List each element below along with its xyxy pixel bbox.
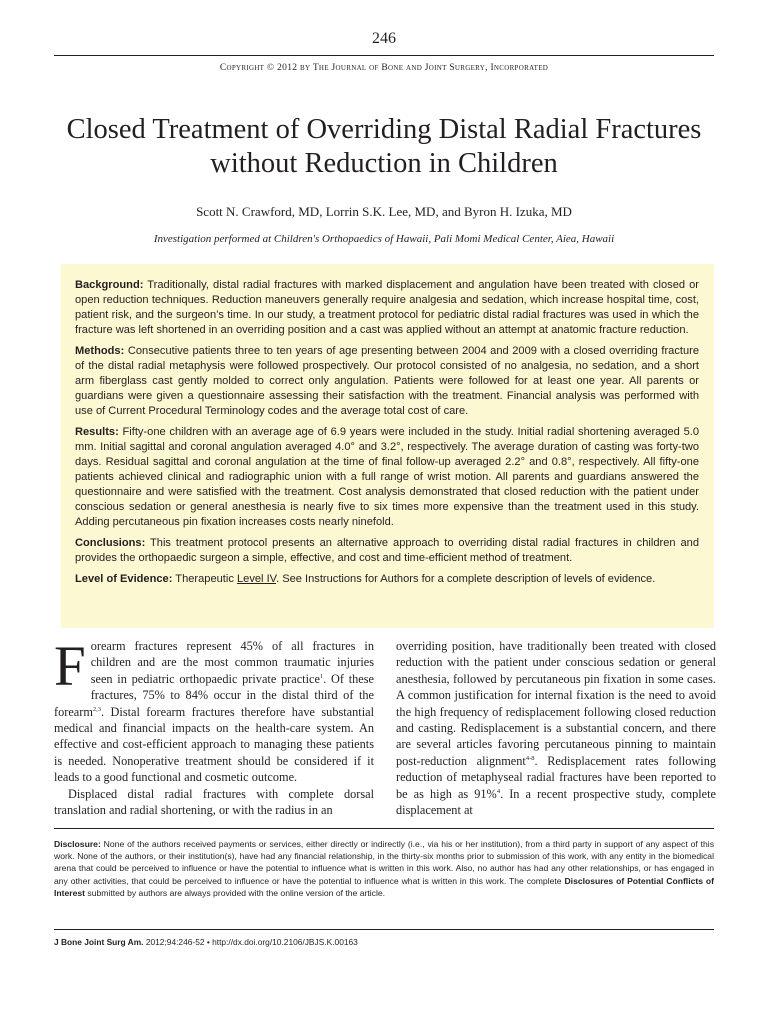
disclosure-heading: Disclosure: xyxy=(54,839,101,849)
body-text: . In a recent prospective study, complete displacement at xyxy=(396,786,716,818)
footer-rule xyxy=(54,929,714,930)
disclosures-link[interactable]: Disclosures of Potential Conflicts of Interest xyxy=(54,875,715,898)
article-title: Closed Treatment of Overriding Distal Radial Fractures without Reduction in Children xyxy=(66,114,702,179)
abstract-results xyxy=(75,425,699,530)
results-heading: Results: xyxy=(75,426,119,438)
body-text: . Distal forearm fractures therefore have substantial medical and financial impacts on the health-care system. An effective and cost-efficient approach to managing these patients is needed. Nonoperative treatment should be considered if it leads to a good functional and cosmetic outcome. xyxy=(54,704,374,785)
background-text: Traditionally, distal radial fractures with marked displacement and angulation have been treated with closed or open reduction techniques. Reduction maneuvers generally require analgesia and sedation, which increase hospital time, cost, patient risk, and the surgeon’s time. In our study, a treatment protocol for pediatric distal radial fractures was used in which the fracture was left shortened in an overriding position and a cast was applied without an attempt at anatomic fracture reduction. xyxy=(75,279,699,336)
disclosure-tail: submitted by authors are always provided with the online version of the article. xyxy=(85,887,386,898)
reference-superscript[interactable]: 4 xyxy=(496,787,501,795)
disclosure-note xyxy=(54,838,714,899)
abstract-level-of-evidence xyxy=(75,572,699,587)
level-iv-link[interactable]: Level IV xyxy=(236,573,277,585)
background-heading: Background: xyxy=(75,279,144,291)
abstract-conclusions xyxy=(75,536,699,566)
body-text: orearm fractures represent 45% of all fractures in children and are the most common traumatic injuries seen in pediatric orthopaedic private practice xyxy=(90,639,374,686)
disclosure-text: None of the authors received payments or services, either directly or indirectly (i.e., via his or her institution), from a third party in support of any aspect of this work. None of the authors, or their institution(s), have had any financial relationship, in the thirty-six months prior to submission of this work, with any entity in the biomedical arena that could be perceived to influence or have the potential to influence what is written in this work. Also, no author has had any other relationships, or has engaged in any other activities, that could be perceived to influence or have the potential to influence what is written in this work. The complete xyxy=(54,839,714,886)
body-text: . Redisplacement rates following reduction of metaphyseal radial fractures have been reported to be as high as 91% xyxy=(396,753,716,801)
reference-superscript[interactable]: 4-8 xyxy=(525,754,535,762)
body-column-right xyxy=(396,638,716,818)
body-paragraph-3 xyxy=(396,638,716,818)
copyright-text: Copyright © 2012 by The Journal of Bone and Joint Surgery, Incorporated xyxy=(219,63,549,73)
conclusions-heading: Conclusions: xyxy=(75,537,146,549)
methods-heading: Methods: xyxy=(75,345,125,357)
body-text: . Of these fractures, 75% to 84% occur in the distal third of the forearm xyxy=(54,671,374,719)
disclosure-rule xyxy=(54,828,714,829)
body-text: overriding position, have traditionally been treated with closed reduction with the patient under conscious sedation or general anesthesia, followed by percutaneous pin fixation in some cases. A common justification for internal fixation is the need to avoid the high frequency of redisplacement following closed reduction and casting. Redisplacement is a substantial concern, and there are several articles favoring percutaneous pinning to maintain post-reduction alignment xyxy=(396,639,716,768)
methods-text: Consecutive patients three to ten years of age presenting between 2004 and 2009 with a closed overriding fracture of the distal radial metaphysis were followed prospectively. Our protocol consisted of no analgesia, no sedation, and a short arm fiberglass cast gently molded to correct only angulation. Patients were followed for at least one year. All parents or guardians were given a questionnaire assessing their satisfaction with the treatment. Financial analysis was performed with use of Current Procedural Terminology codes and the average total cost of care. xyxy=(75,345,699,417)
body-paragraph-1 xyxy=(54,635,374,786)
citation-doi[interactable]: 2012;94:246-52 • http://dx.doi.org/10.2106/JBJS.K.00163 xyxy=(143,937,358,947)
copyright-line xyxy=(0,63,768,73)
abstract-background xyxy=(75,278,699,338)
conclusions-text: This treatment protocol presents an alternative approach to overriding distal radial fractures in children and provides the orthopaedic surgeon a simple, effective, and cost and time-efficient method of treatment. xyxy=(75,537,699,564)
level-pre-text: Therapeutic xyxy=(172,573,237,585)
author-list: Scott N. Crawford, MD, Lorrin S.K. Lee, MD, and Byron H. Izuka, MD xyxy=(196,204,572,219)
page-footer xyxy=(54,937,714,947)
journal-abbrev: J Bone Joint Surg Am. xyxy=(54,937,144,947)
level-heading: Level of Evidence: xyxy=(75,573,173,585)
level-post-text: . See Instructions for Authors for a complete description of levels of evidence. xyxy=(276,573,656,585)
reference-superscript[interactable]: 1 xyxy=(319,672,324,680)
drop-cap: F xyxy=(54,635,86,698)
abstract-methods xyxy=(75,344,699,419)
reference-superscript[interactable]: 2,3 xyxy=(92,705,102,713)
body-column-left xyxy=(54,635,374,818)
header-rule xyxy=(54,55,714,56)
results-text: Fifty-one children with an average age of 6.9 years were included in the study. Initial radial shortening averaged 5.0 mm. Initial sagittal and coronal angulation averaged 4.0° and 3.2°, respectively. The average duration of casting was forty-two days. Residual sagittal and coronal angulation at the time of final follow-up averaged 2.2° and 0.8°, respectively. All fifty-one patients achieved clinical and radiographic union with a full range of wrist motion. All parents and guardians answered the questionnaire and were satisfied with the treatment. Cost analysis demonstrated that closed reduction with the patient under conscious sedation or general anesthesia is nearly five to six times more expensive than the treatment used in this study. Adding percutaneous pin fixation increases costs nearly ninefold. xyxy=(75,426,699,528)
affiliation: Investigation performed at Children's Orthopaedics of Hawaii, Pali Momi Medical Center, Aiea, Hawaii xyxy=(153,233,615,245)
body-paragraph-2: Displaced distal radial fractures with complete dorsal translation and radial shortening, or with the radius in an xyxy=(54,786,374,818)
page-number: 246 xyxy=(372,30,396,47)
abstract-box xyxy=(61,264,714,628)
